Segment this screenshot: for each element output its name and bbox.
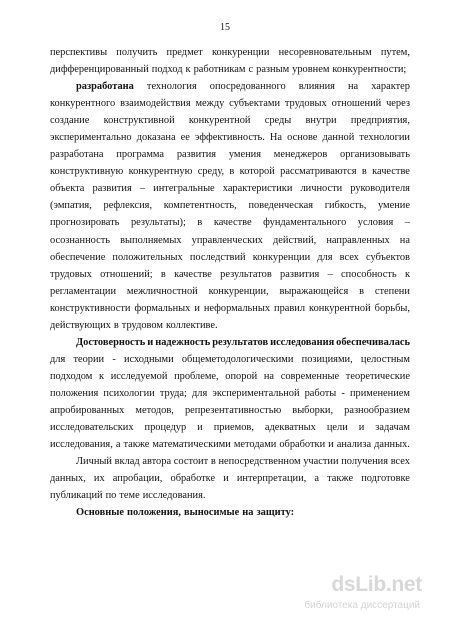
word: интегральные [153, 183, 215, 195]
word: получения [341, 456, 388, 468]
word: субъектами [229, 98, 281, 110]
word: между [195, 98, 225, 110]
word: качестве [174, 268, 212, 280]
word: апробированных [50, 404, 125, 416]
word: создание [50, 115, 90, 127]
word: интерпретации, [236, 473, 307, 485]
word: в [210, 456, 216, 468]
word: межличностной [126, 285, 198, 297]
watermark-caption: библиотека диссертаций [304, 600, 420, 611]
word: теории [73, 353, 105, 365]
word: Личный [76, 456, 112, 468]
text-line [50, 249, 410, 266]
word: с [248, 64, 254, 76]
word: также [327, 473, 354, 485]
word: технология [146, 81, 197, 93]
word: качестве [213, 217, 252, 229]
word: компетентность, [163, 200, 237, 212]
text-line [50, 95, 410, 112]
word: экспериментально [50, 132, 132, 144]
text-line [50, 419, 410, 436]
word: и [358, 422, 365, 434]
word: исследования, [50, 439, 113, 451]
word: трудовых [50, 268, 92, 280]
page-number: 15 [220, 22, 230, 33]
word: теоретические [345, 370, 410, 382]
word: и [328, 439, 334, 451]
word: качестве [372, 166, 410, 178]
word: опосредованного [209, 81, 286, 93]
word: и [197, 422, 203, 434]
word: к [404, 268, 410, 280]
word: осознанность [50, 234, 111, 246]
word: методов, [135, 404, 174, 416]
word: результаты); [130, 217, 186, 229]
word: апробации, [112, 473, 163, 485]
text-line [50, 504, 410, 521]
watermark [272, 573, 422, 613]
word: по [105, 490, 117, 502]
text-line [50, 470, 410, 487]
word: психологии [103, 387, 155, 399]
word: направленных [326, 234, 390, 246]
word: – [139, 183, 146, 195]
text-line [50, 283, 410, 300]
word: формальных [134, 302, 191, 314]
word: работы [304, 387, 337, 399]
word: отношений; [100, 268, 153, 280]
word: для [317, 251, 333, 263]
word: умение [378, 200, 410, 212]
word: выносимые [183, 507, 240, 519]
word: адекватных [264, 422, 316, 434]
word: конкурентной [188, 115, 251, 127]
word: поведенческая [248, 200, 314, 212]
word: обработки [279, 439, 326, 451]
word: исследуемой [110, 370, 168, 382]
text-line [50, 334, 410, 351]
word: методами [233, 439, 277, 451]
word: разработана [76, 81, 134, 93]
word: исследования [270, 336, 335, 348]
word: действующих [50, 319, 111, 331]
word: позициями, [301, 353, 353, 365]
word: разнообразием [344, 404, 410, 416]
word: репрезентативностью [184, 404, 282, 416]
word: обеспечение [50, 251, 106, 263]
word: надежность [155, 336, 211, 348]
word: Основные [76, 507, 124, 519]
word: На [269, 132, 283, 144]
word: ее [180, 132, 190, 144]
word: – [404, 217, 410, 229]
word: среды [264, 115, 292, 127]
word: несоревновательным [278, 47, 372, 58]
word: организовывать [340, 149, 410, 161]
word: данной [322, 132, 355, 144]
word: выполняемых [120, 234, 182, 246]
word: среду, [197, 166, 225, 178]
word: отношений [331, 98, 382, 110]
word: задачам [375, 422, 410, 434]
word: обработке [170, 473, 216, 485]
word: в [229, 166, 235, 178]
text-line [50, 487, 410, 504]
word: гибкость, [324, 200, 367, 212]
word: их [93, 473, 105, 485]
word: влияния [298, 81, 335, 93]
word: экспериментальной [212, 387, 300, 399]
word: и [223, 473, 229, 485]
word: конкурентной [309, 302, 371, 314]
word: конкуренции, [208, 285, 269, 297]
word: способность [341, 268, 397, 280]
word: менеджеров [273, 149, 328, 161]
word: эффективность. [194, 132, 265, 144]
text-line [50, 300, 410, 317]
word: работникам [193, 64, 246, 76]
word: анализа [336, 439, 372, 451]
word: подготовке [361, 473, 410, 485]
word: руководителя [350, 183, 410, 195]
text-line [50, 351, 410, 368]
word: субъектов [365, 251, 410, 263]
word: данных, [50, 473, 86, 485]
word: для [192, 387, 208, 399]
text-line [50, 317, 410, 334]
text-line [50, 146, 410, 163]
word: а [115, 439, 121, 451]
word: состоит [173, 456, 209, 468]
word: - [112, 353, 116, 365]
text-line [50, 214, 410, 231]
body-text [50, 44, 410, 521]
text-line [50, 180, 410, 197]
word: фундаментального [263, 217, 347, 229]
word: которой [239, 166, 275, 178]
word: положения, [126, 507, 181, 519]
text-line [50, 385, 410, 402]
word: развития [280, 268, 320, 280]
word: исходными [123, 353, 174, 365]
word: на [399, 234, 410, 246]
word: действий, [273, 234, 317, 246]
word: конкуренции [212, 47, 270, 58]
text-line [50, 197, 410, 214]
word: доказана [136, 132, 176, 144]
word: общеметодологическими [181, 353, 294, 365]
word: автора [142, 456, 172, 468]
word: регламентации [50, 285, 117, 297]
word: и [194, 302, 200, 314]
word: положительных [112, 251, 183, 263]
word: труда; [159, 387, 187, 399]
word: уровнем [292, 64, 330, 76]
word: опорой [225, 370, 258, 382]
word: степени [374, 285, 410, 297]
word: основе [287, 132, 318, 144]
word: участии [303, 456, 339, 468]
word: трудовом [121, 319, 163, 331]
word: дифференцированный [50, 64, 149, 76]
word: программа [116, 149, 165, 161]
word: в [113, 319, 119, 331]
word: путем, [380, 47, 410, 58]
word: к [185, 64, 191, 76]
word: исследовательских [50, 422, 134, 434]
word: рассматриваются [280, 166, 357, 178]
word: трудовых [284, 98, 327, 110]
word: проблеме, [174, 370, 219, 382]
text-line [50, 78, 410, 95]
word: предмет [166, 47, 203, 58]
text-line [50, 129, 410, 146]
word: развития [176, 149, 217, 161]
word: неформальных [203, 302, 271, 314]
word: последствий [189, 251, 246, 263]
word: объекта [50, 183, 85, 195]
word: приемов, [213, 422, 254, 434]
word: личности [300, 183, 343, 195]
word: обеспечивалась [336, 336, 410, 348]
text-line [50, 402, 410, 419]
word: также [123, 439, 150, 451]
word: исследования. [142, 490, 206, 502]
text-line [50, 163, 410, 180]
word: условия [357, 217, 394, 229]
word: предприятия, [350, 115, 410, 127]
word: рефлексия, [103, 200, 153, 212]
word: цели [326, 422, 348, 434]
word: получить [116, 47, 158, 58]
word: конструктивности [50, 302, 131, 314]
word: через [386, 98, 410, 110]
word: на [242, 507, 254, 519]
word: результатов [212, 336, 269, 348]
word: в [160, 268, 166, 280]
word: разработана [50, 149, 104, 161]
word: характер [371, 81, 410, 93]
text-line [50, 368, 410, 385]
word: теме [119, 490, 140, 502]
word: разным [256, 64, 290, 76]
word: для [50, 353, 66, 365]
word: положения [50, 387, 99, 399]
word: взаимодействия [120, 98, 191, 110]
word: конкуренции [252, 251, 311, 263]
word: и [147, 336, 154, 348]
word: данных. [374, 439, 410, 451]
text-line [50, 44, 410, 61]
text-line [50, 61, 410, 78]
text-line [50, 112, 410, 129]
word: непосредственном [218, 456, 301, 468]
word: конкурентного [50, 98, 116, 110]
word: умения [228, 149, 262, 161]
word: в [197, 217, 203, 229]
word: конструктивную [50, 166, 124, 178]
word: публикаций [50, 490, 103, 502]
word: подход [151, 64, 183, 76]
text-line [50, 232, 410, 249]
word: конкурентную [128, 166, 193, 178]
word: результатов [220, 268, 272, 280]
word: конкурентности; [332, 64, 407, 76]
word: – [327, 268, 333, 280]
word: - [341, 387, 345, 399]
text-line [50, 436, 410, 453]
word: всех [390, 456, 410, 468]
word: математическими [152, 439, 231, 451]
word: к [98, 370, 105, 382]
text-line [50, 266, 410, 283]
word: современные [280, 370, 340, 382]
word: процедур [144, 422, 187, 434]
word: Достоверность [76, 336, 146, 348]
word: выборки, [292, 404, 334, 416]
word: всех [339, 251, 359, 263]
word: на [263, 370, 275, 382]
word: вклад [114, 456, 140, 468]
word: развития [92, 183, 132, 195]
word: управленческих [191, 234, 263, 246]
word: прогнозировать [50, 217, 120, 229]
text-line [50, 453, 410, 470]
word: выражающейся [279, 285, 349, 297]
word: а [314, 473, 319, 485]
word: конструктивной [103, 115, 175, 127]
word: характеристики [222, 183, 293, 195]
word: целостным [360, 353, 410, 365]
word: перспективы [50, 47, 108, 58]
word: подходом [50, 370, 93, 382]
word: на [348, 81, 359, 93]
word: правил [274, 302, 306, 314]
word: (эмпатия, [50, 200, 92, 212]
word: в [359, 285, 365, 297]
word: внутри [305, 115, 337, 127]
word: борьбы, [374, 302, 410, 314]
word: в [361, 166, 367, 178]
word: применением [349, 387, 410, 399]
word: технологии [359, 132, 410, 144]
word: коллективе. [165, 319, 218, 331]
word: защиту: [256, 507, 295, 519]
watermark-logo: dsLib.net [331, 573, 422, 596]
